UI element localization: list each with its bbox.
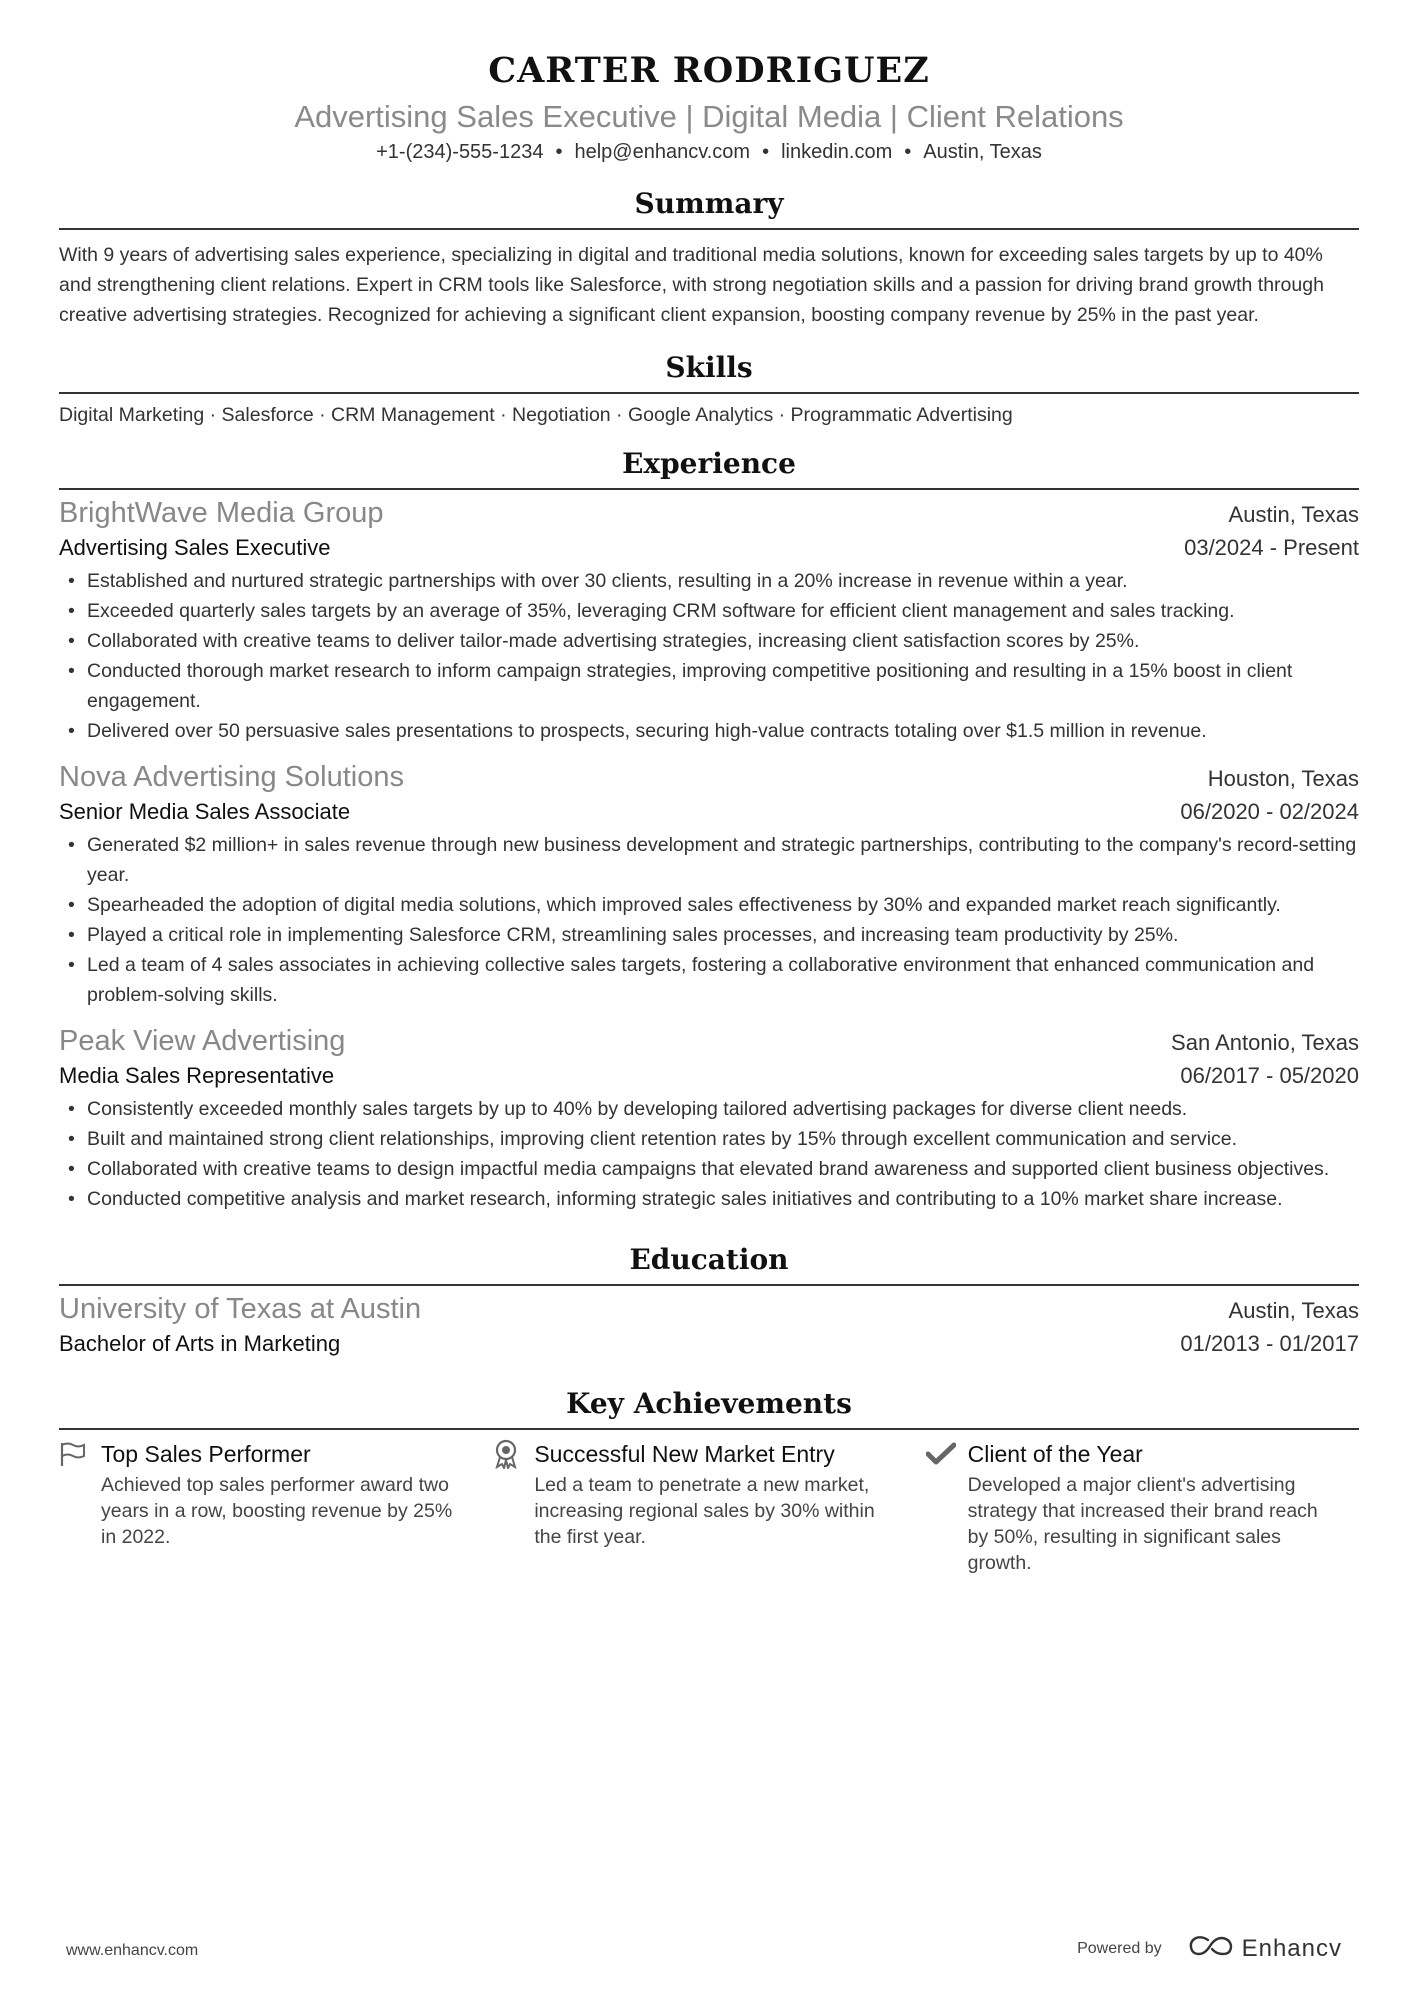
bullet-item: • Consistently exceeded monthly sales targets by up to 40% by developing tailored advertising packages for diverse client needs. bbox=[59, 1094, 1359, 1124]
achievement-title: Top Sales Performer bbox=[101, 1441, 311, 1467]
section-title-skills: Skills bbox=[665, 351, 753, 384]
section-title-achievements: Key Achievements bbox=[566, 1387, 852, 1420]
company-name: Nova Advertising Solutions bbox=[59, 761, 404, 793]
check-icon bbox=[926, 1438, 968, 1470]
job-role: Senior Media Sales Associate bbox=[59, 799, 351, 824]
candidate-name: CARTER RODRIGUEZ bbox=[488, 50, 930, 91]
job-dates: 06/2020 - 02/2024 bbox=[1180, 799, 1359, 824]
divider bbox=[59, 392, 1359, 394]
bullet-item: • Conducted thorough market research to inform campaign strategies, improving competitive positioning and resulting in a 15% boost in client engagement. bbox=[59, 656, 1359, 716]
summary-section bbox=[59, 186, 1359, 330]
company-name: Peak View Advertising bbox=[59, 1025, 346, 1057]
separator: • bbox=[555, 141, 563, 163]
job-dates: 03/2024 - Present bbox=[1184, 535, 1359, 560]
section-title-education: Education bbox=[629, 1243, 789, 1276]
job-dates: 06/2017 - 05/2020 bbox=[1180, 1063, 1359, 1088]
achievement-desc: Achieved top sales performer award two years in a row, boosting revenue by 25% in 2022. bbox=[101, 1474, 453, 1548]
brand-name: Enhancv bbox=[1241, 1934, 1342, 1962]
separator: • bbox=[904, 141, 912, 163]
bullet-item: • Led a team of 4 sales associates in achieving collective sales targets, fostering a collaborative environment that enhanced communication and problem-solving skills. bbox=[59, 950, 1359, 1010]
skills-list: Digital Marketing · Salesforce · CRM Management · Negotiation · Google Analytics · Programmatic Advertising bbox=[59, 404, 1013, 426]
summary-text: With 9 years of advertising sales experience, specializing in digital and traditional media solutions, known for exceeding sales targets by up to 40% and strengthening client relations. Expert in CRM tools like Salesforce, with strong negotiation skills and a passion for driving brand growth through creative advertising strategies. Recognized for achieving a significant client expansion, boosting company revenue by 25% in the past year. bbox=[59, 244, 1324, 326]
footer-website-link[interactable]: www.enhancv.com bbox=[66, 1942, 199, 1959]
school-name: University of Texas at Austin bbox=[59, 1293, 422, 1325]
location: Austin, Texas bbox=[923, 141, 1042, 163]
job-role: Media Sales Representative bbox=[59, 1063, 335, 1088]
achievement-desc: Developed a major client's advertising strategy that increased their brand reach by 50%, resulting in significant sales growth. bbox=[967, 1474, 1318, 1574]
job-bullets bbox=[59, 566, 1359, 746]
achievement-title: Client of the Year bbox=[967, 1441, 1143, 1467]
separator: • bbox=[762, 141, 770, 163]
experience-section bbox=[59, 446, 1359, 1214]
job-entry bbox=[59, 758, 1359, 1010]
email-link[interactable]: help@enhancv.com bbox=[574, 141, 751, 163]
achievement-item bbox=[926, 1438, 1359, 1576]
job-location: Austin, Texas bbox=[1228, 502, 1359, 527]
education-entry bbox=[59, 1290, 1359, 1360]
footer-branding bbox=[1077, 1934, 1342, 1963]
education-dates: 01/2013 - 01/2017 bbox=[1180, 1331, 1359, 1356]
divider bbox=[59, 1284, 1359, 1286]
job-entry bbox=[59, 494, 1359, 746]
candidate-title: Advertising Sales Executive | Digital Media | Client Relations bbox=[294, 99, 1124, 134]
bullet-item: • Generated $2 million+ in sales revenue through new business development and strategic partnerships, contributing to the company's record-setting year. bbox=[59, 830, 1359, 890]
resume-page bbox=[59, 0, 1359, 1576]
linkedin-link[interactable]: linkedin.com bbox=[781, 141, 893, 163]
bullet-item: • Conducted competitive analysis and market research, informing strategic sales initiatives and contributing to a 10% market share increase. bbox=[59, 1184, 1359, 1214]
section-title-summary: Summary bbox=[634, 187, 784, 220]
education-section bbox=[59, 1242, 1359, 1360]
achievements-section bbox=[59, 1386, 1359, 1576]
bullet-item: • Played a critical role in implementing Salesforce CRM, streamlining sales processes, and increasing team productivity by 25%. bbox=[59, 920, 1359, 950]
degree: Bachelor of Arts in Marketing bbox=[59, 1331, 341, 1356]
job-entry bbox=[59, 1022, 1359, 1214]
company-name: BrightWave Media Group bbox=[59, 497, 384, 529]
school-location: Austin, Texas bbox=[1228, 1298, 1359, 1323]
section-title-experience: Experience bbox=[622, 447, 796, 480]
enhancv-logo-icon bbox=[1188, 1934, 1234, 1963]
contact-line bbox=[59, 138, 1359, 166]
divider bbox=[59, 228, 1359, 230]
achievement-item bbox=[59, 1438, 492, 1576]
bullet-item: • Collaborated with creative teams to design impactful media campaigns that elevated brand awareness and supported client business objectives. bbox=[59, 1154, 1359, 1184]
achievement-title: Successful New Market Entry bbox=[534, 1441, 835, 1467]
achievement-item bbox=[492, 1438, 925, 1576]
bullet-item: • Collaborated with creative teams to deliver tailor-made advertising strategies, increasing client satisfaction scores by 25%. bbox=[59, 626, 1359, 656]
achievements-grid bbox=[59, 1438, 1359, 1576]
job-bullets bbox=[59, 1094, 1359, 1214]
job-location: Houston, Texas bbox=[1207, 766, 1359, 791]
powered-by-label: Powered by bbox=[1077, 1939, 1162, 1957]
bullet-item: • Exceeded quarterly sales targets by an average of 35%, leveraging CRM software for efficient client management and sales tracking. bbox=[59, 596, 1359, 626]
divider bbox=[59, 488, 1359, 490]
flag-icon bbox=[59, 1438, 101, 1470]
job-role: Advertising Sales Executive bbox=[59, 535, 331, 560]
bullet-item: • Spearheaded the adoption of digital media solutions, which improved sales effectiveness by 30% and expanded market reach significantly. bbox=[59, 890, 1359, 920]
job-location: San Antonio, Texas bbox=[1171, 1030, 1359, 1055]
bullet-item: • Delivered over 50 persuasive sales presentations to prospects, securing high-value contracts totaling over $1.5 million in revenue. bbox=[59, 716, 1359, 746]
achievement-desc: Led a team to penetrate a new market, increasing regional sales by 30% within the first year. bbox=[534, 1474, 875, 1548]
skills-section bbox=[59, 350, 1359, 430]
job-bullets bbox=[59, 830, 1359, 1010]
bullet-item: • Established and nurtured strategic partnerships with over 30 clients, resulting in a 20% increase in revenue within a year. bbox=[59, 566, 1359, 596]
divider bbox=[59, 1428, 1359, 1430]
bullet-item: • Built and maintained strong client relationships, improving client retention rates by 15% through excellent communication and service. bbox=[59, 1124, 1359, 1154]
phone: +1-(234)-555-1234 bbox=[376, 141, 544, 163]
award-icon bbox=[492, 1438, 534, 1470]
